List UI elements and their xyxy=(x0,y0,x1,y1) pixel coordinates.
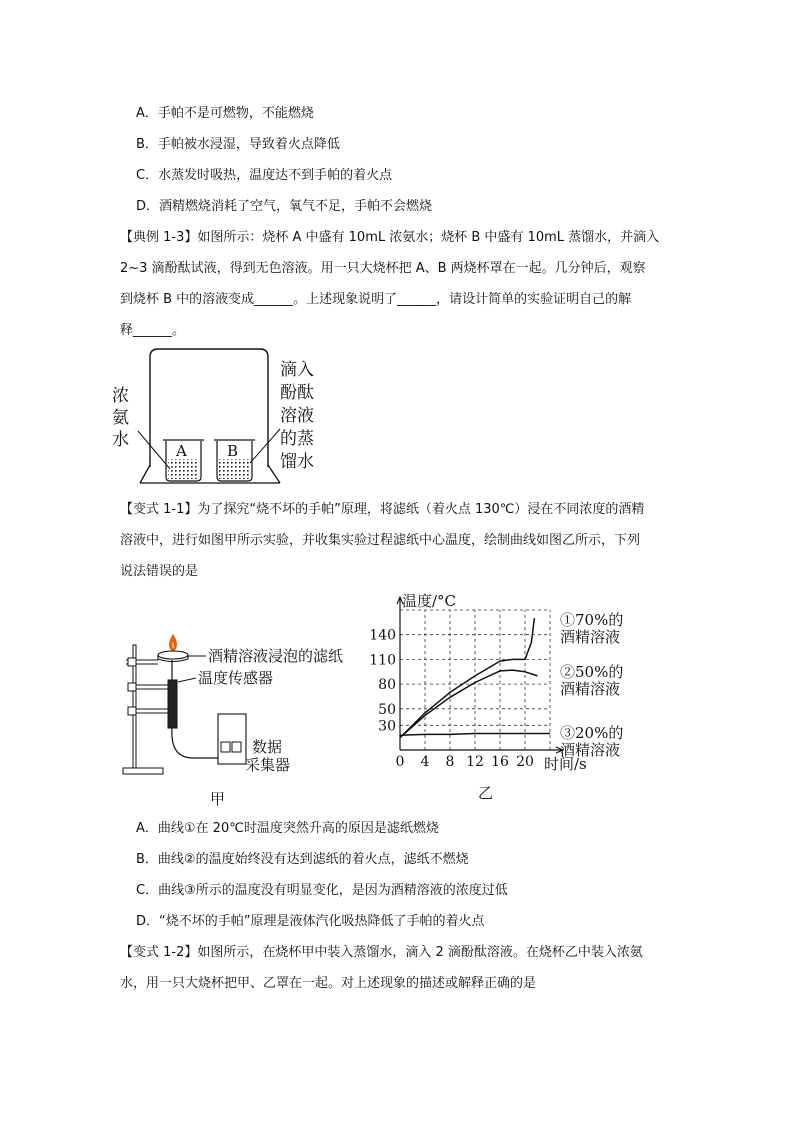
x-axis-label: 时间/s xyxy=(544,755,587,773)
label-filter-paper: 酒精溶液浸泡的滤纸 xyxy=(208,647,344,665)
variant-1-2-line-1: 【变式 1-2】如图所示，在烧杯甲中装入蒸馏水，滴入 2 滴酚酞溶液。在烧杯乙中装入浓氨 xyxy=(120,945,643,960)
series-label-1: 酒精溶液 xyxy=(560,628,621,646)
y-tick-label: 80 xyxy=(378,677,396,694)
example-1-3-line-3: 到烧杯 B 中的溶液变成______。上述现象说明了______，请设计简单的实验证明自己的解 xyxy=(120,292,632,307)
right-label-3: 的蒸 xyxy=(280,429,314,449)
series-label-2: ②50%的 xyxy=(560,663,624,681)
y-tick-label: 30 xyxy=(378,718,396,735)
glass-base xyxy=(140,465,280,483)
left-label-1: 氨 xyxy=(112,408,129,428)
y-axis-label: 温度/°C xyxy=(402,592,457,610)
caption-jia: 甲 xyxy=(210,790,226,808)
series-line-3 xyxy=(400,734,550,736)
filter-paper-dish xyxy=(158,651,188,659)
right-label-1: 酚酞 xyxy=(280,383,314,403)
beaker-a-label: A xyxy=(176,442,187,460)
label-collector-1: 采集器 xyxy=(245,756,291,774)
data-collector xyxy=(218,714,246,764)
option-b: B．手帕被水浸湿，导致着火点降低 xyxy=(136,137,340,152)
option-c: C．水蒸发时吸热，温度达不到手帕的着火点 xyxy=(136,168,393,183)
label-sensor: 温度传感器 xyxy=(198,669,274,687)
left-label-0: 浓 xyxy=(112,386,129,406)
variant-1-2-line-2: 水，用一只大烧杯把甲、乙罩在一起。对上述现象的描述或解释正确的是 xyxy=(120,976,537,991)
x-tick-label: 20 xyxy=(516,754,534,770)
series-label-3: ③20%的 xyxy=(560,724,624,742)
variant-1-1-option-a: A．曲线①在 20℃时温度突然升高的原因是滤纸燃烧 xyxy=(136,821,439,836)
right-label-4: 馏水 xyxy=(280,452,314,472)
right-label-0: 滴入 xyxy=(280,360,314,380)
example-1-3-line-1: 【典例 1-3】如图所示：烧杯 A 中盛有 10mL 浓氨水；烧杯 B 中盛有 10mL 蒸馏水，并滴入 xyxy=(120,230,660,245)
variant-1-1-option-b: B．曲线②的温度始终没有达到滤纸的着火点，滤纸不燃烧 xyxy=(136,852,469,867)
temperature-sensor xyxy=(168,680,177,728)
apparatus-figure-jia xyxy=(118,630,368,815)
x-tick-label: 4 xyxy=(420,754,430,770)
variant-1-1-line-1: 【变式 1-1】为了探究“烧不坏的手帕”原理，将滤纸（着火点 130℃）浸在不同浓度的酒精 xyxy=(120,502,645,517)
y-tick-label: 110 xyxy=(369,652,396,669)
caption-yi: 乙 xyxy=(478,784,494,802)
left-label-2: 水 xyxy=(112,430,129,450)
right-label-2: 溶液 xyxy=(280,406,314,426)
y-tick-label: 50 xyxy=(378,701,396,718)
stand-base xyxy=(123,768,163,774)
series-label-3: 酒精溶液 xyxy=(560,741,621,759)
x-tick-label: 0 xyxy=(395,754,405,770)
variant-1-1-option-c: C．曲线③所示的温度没有明显变化，是因为酒精溶液的浓度过低 xyxy=(136,883,508,898)
variant-1-1-option-d: D．“烧不坏的手帕”原理是液体汽化吸热降低了手帕的着火点 xyxy=(136,914,485,929)
label-collector-0: 数据 xyxy=(252,738,283,756)
x-tick-label: 12 xyxy=(466,754,484,770)
x-tick-label: 8 xyxy=(445,754,455,770)
option-d: D．酒精燃烧消耗了空气，氧气不足，手帕不会燃烧 xyxy=(136,199,433,214)
option-a: A．手帕不是可燃物，不能燃烧 xyxy=(136,106,314,121)
example-1-3-line-4: 释______。 xyxy=(120,323,186,338)
example-1-3-line-2: 2~3 滴酚酞试液，得到无色溶液。用一只大烧杯把 A、B 两烧杯罩在一起。几分钟后，观察 xyxy=(120,261,646,276)
series-label-2: 酒精溶液 xyxy=(560,680,621,698)
series-label-1: ①70%的 xyxy=(560,611,624,629)
beaker-figure xyxy=(110,345,330,495)
temperature-chart xyxy=(370,585,670,815)
variant-1-1-line-3: 说法错误的是 xyxy=(120,564,199,579)
x-tick-label: 16 xyxy=(491,754,509,770)
y-tick-label: 140 xyxy=(369,627,396,644)
variant-1-1-line-2: 溶液中，进行如图甲所示实验，并收集实验过程滤纸中心温度，绘制曲线如图乙所示，下列 xyxy=(120,533,641,548)
large-beaker xyxy=(150,349,268,467)
beaker-b-label: B xyxy=(227,442,239,460)
